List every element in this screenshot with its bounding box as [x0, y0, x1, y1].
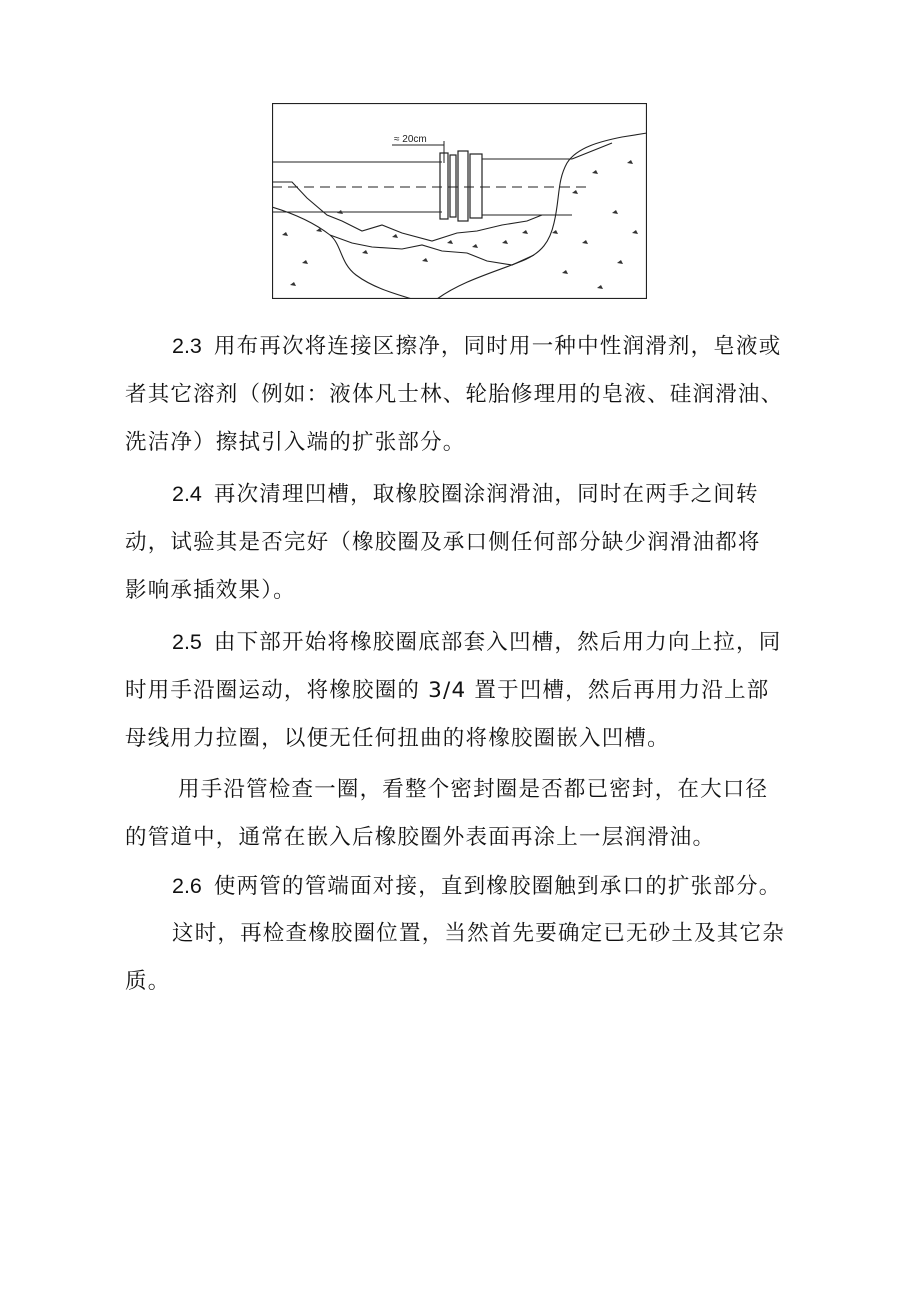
paragraph-line: 再次清理凹槽，取橡胶圈涂润滑油，同时在两手之间转 [213, 482, 759, 507]
section-number: 2.3 [172, 334, 202, 358]
paragraph-line: 者其它溶剂（例如：液体凡士林、轮胎修理用的皂液、硅润滑油、 [125, 382, 784, 407]
section-number: 2.6 [172, 874, 202, 898]
paragraph-line: 用手沿管检查一圈，看整个密封圈是否都已密封，在大口径 [178, 777, 769, 802]
paragraph-2-3 [125, 322, 812, 467]
paragraph-line: 质。 [125, 969, 171, 994]
dimension-label: ≈ 20cm [394, 134, 427, 145]
paragraph-2-5 [125, 618, 812, 763]
paragraph-line: 这时，再检查橡胶圈位置，当然首先要确定已无砂土及其它杂 [172, 921, 785, 946]
section-number: 2.4 [172, 482, 202, 506]
paragraph-2-4 [125, 470, 812, 615]
pipe-joint-diagram [272, 103, 647, 299]
paragraph-line: 的管道中，通常在嵌入后橡胶圈外表面再涂上一层润滑油。 [125, 825, 716, 850]
paragraph-line: 用布再次将连接区擦净，同时用一种中性润滑剂，皂液或 [213, 334, 782, 359]
paragraph-2-6 [172, 862, 812, 911]
paragraph-line: 动，试验其是否完好（橡胶圈及承口侧任何部分缺少润滑油都将 [125, 530, 761, 555]
paragraph-line: 时用手沿圈运动，将橡胶圈的 3/4 置于凹槽，然后再用力沿上部 [125, 678, 770, 703]
paragraph-check-ring [125, 766, 818, 862]
paragraph-line: 洗洁净）擦拭引入端的扩张部分。 [125, 430, 466, 455]
paragraph-line: 母线用力拉圈，以便无任何扭曲的将橡胶圈嵌入凹槽。 [125, 726, 670, 751]
paragraph-line: 由下部开始将橡胶圈底部套入凹槽，然后用力向上拉，同 [213, 630, 782, 655]
section-number: 2.5 [172, 630, 202, 654]
paragraph-line: 影响承插效果）。 [125, 578, 296, 603]
figure-frame [273, 104, 647, 299]
paragraph-final-check [125, 910, 812, 1006]
paragraph-line: 使两管的管端面对接，直到橡胶圈触到承口的扩张部分。 [213, 874, 782, 899]
